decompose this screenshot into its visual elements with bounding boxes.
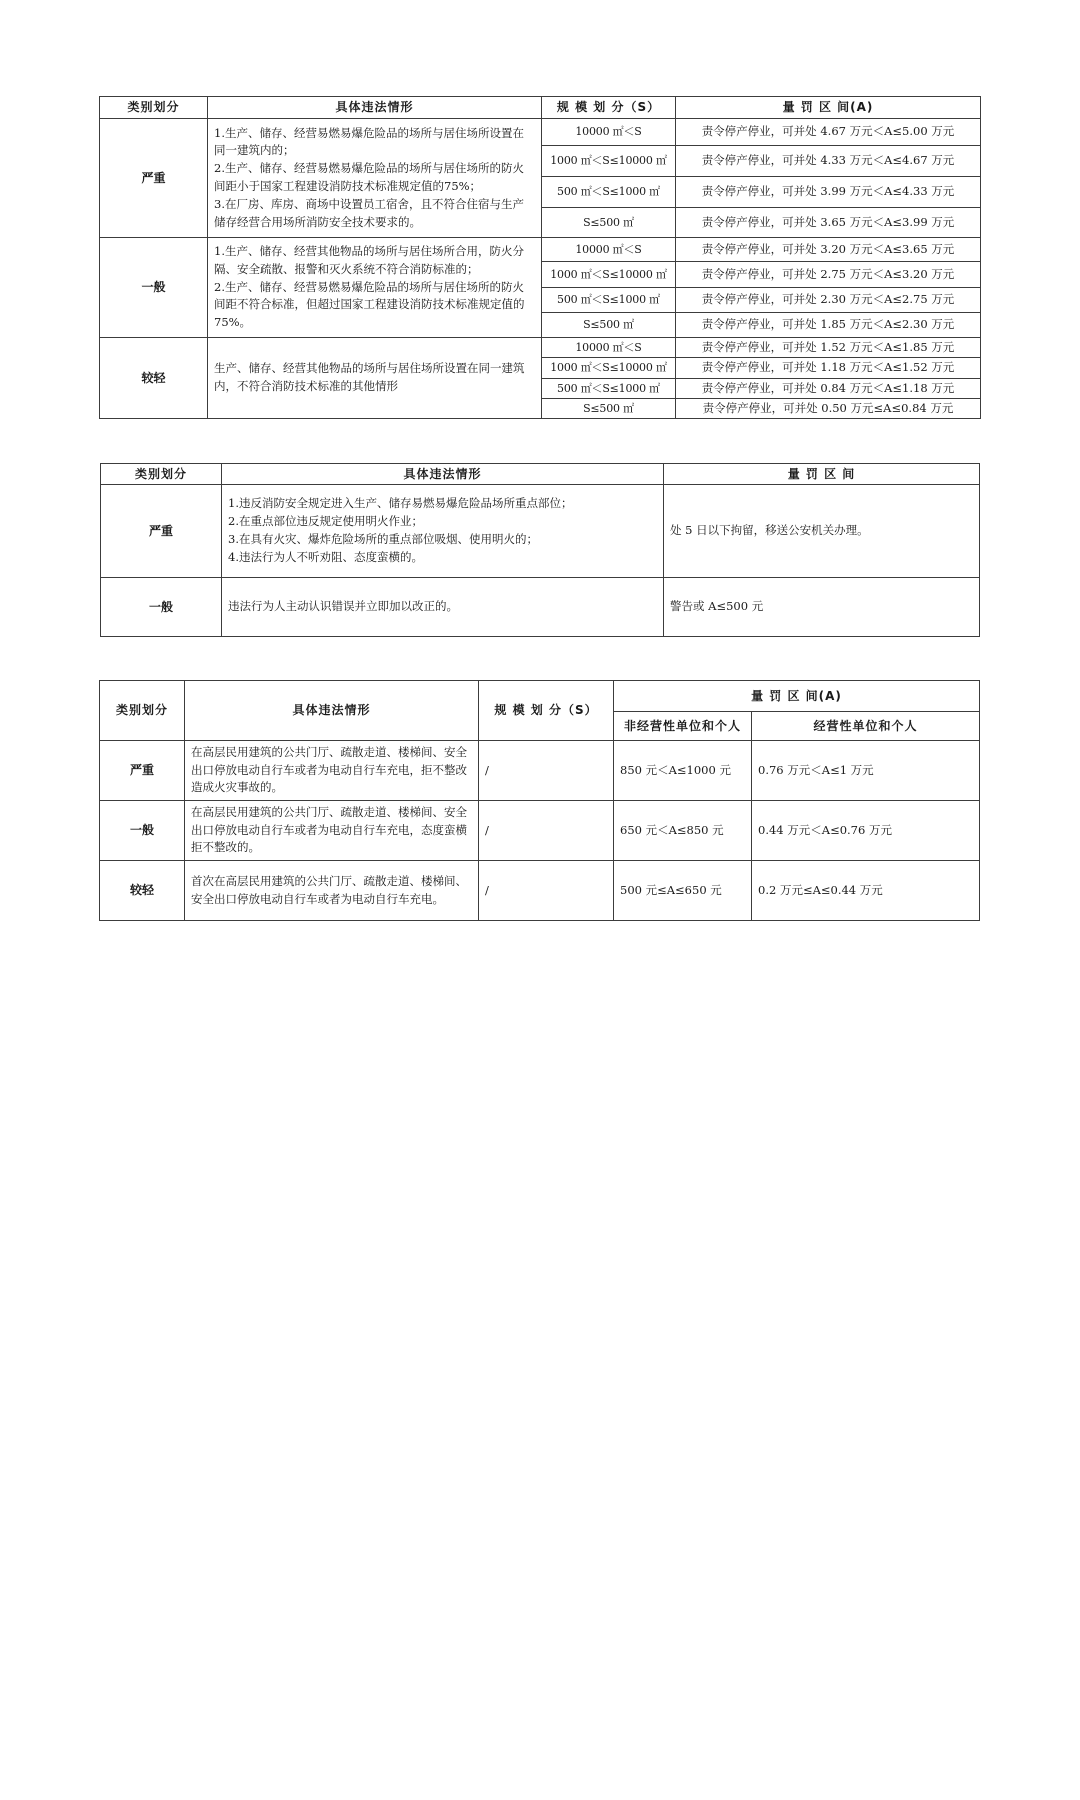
situation-cell xyxy=(222,578,664,637)
penalty-cell: 警告或 A≤500 元 xyxy=(664,578,980,637)
penalty-cell: 责令停产停业，可并处 2.75 万元＜A≤3.20 万元 xyxy=(676,262,981,288)
category-cell: 较轻 xyxy=(100,338,208,419)
situation-cell xyxy=(208,238,542,338)
penalty-cell: 责令停产停业，可并处 1.18 万元＜A≤1.52 万元 xyxy=(676,358,981,379)
header-scale: 规 模 划 分（S） xyxy=(479,681,614,741)
category-cell: 严重 xyxy=(101,485,222,578)
penalty-cell: 责令停产停业，可并处 3.65 万元＜A≤3.99 万元 xyxy=(676,208,981,238)
penalty-cell: 责令停产停业，可并处 1.85 万元＜A≤2.30 万元 xyxy=(676,313,981,338)
table-row xyxy=(100,238,981,262)
penalty-cell: 责令停产停业，可并处 3.99 万元＜A≤4.33 万元 xyxy=(676,177,981,208)
penalty-table-2 xyxy=(100,463,980,637)
header-category: 类别划分 xyxy=(100,681,185,741)
business-penalty-cell: 0.76 万元＜A≤1 万元 xyxy=(752,741,980,801)
header-penalty: 量 罚 区 间 xyxy=(664,464,980,485)
scale-cell: 10000 ㎡＜S xyxy=(542,338,676,358)
situation-cell xyxy=(222,485,664,578)
penalty-cell: 责令停产停业，可并处 4.33 万元＜A≤4.67 万元 xyxy=(676,146,981,177)
non-business-penalty-cell: 650 元＜A≤850 元 xyxy=(614,801,752,861)
header-penalty: 量 罚 区 间(A) xyxy=(676,97,981,119)
situation-cell xyxy=(208,338,542,419)
situation-cell xyxy=(208,119,542,238)
situation-line: 3.在具有火灾、爆炸危险场所的重点部位吸烟、使用明火的； xyxy=(228,532,538,546)
scale-cell: 500 ㎡＜S≤1000 ㎡ xyxy=(542,177,676,208)
scale-cell: S≤500 ㎡ xyxy=(542,208,676,238)
table-header-row xyxy=(100,97,981,119)
category-cell: 一般 xyxy=(100,801,185,861)
table-row xyxy=(100,741,980,801)
scale-cell: 1000 ㎡＜S≤10000 ㎡ xyxy=(542,358,676,379)
situation-line: 2.生产、储存、经营易燃易爆危险品的场所与居住场所的防火间距不符合标准，但超过国家工程建设消防技术标准规定值的75%。 xyxy=(214,279,525,330)
penalty-cell: 责令停产停业，可并处 3.20 万元＜A≤3.65 万元 xyxy=(676,238,981,262)
header-situation: 具体违法情形 xyxy=(185,681,479,741)
header-category: 类别划分 xyxy=(100,97,208,119)
header-business: 经营性单位和个人 xyxy=(752,712,980,741)
scale-cell: S≤500 ㎡ xyxy=(542,399,676,419)
scale-cell: 1000 ㎡＜S≤10000 ㎡ xyxy=(542,146,676,177)
table-row xyxy=(100,801,980,861)
table-row xyxy=(100,119,981,146)
scale-cell: / xyxy=(479,801,614,861)
table-row xyxy=(100,861,980,921)
category-cell: 一般 xyxy=(100,238,208,338)
category-cell: 严重 xyxy=(100,741,185,801)
penalty-cell: 处 5 日以下拘留，移送公安机关办理。 xyxy=(664,485,980,578)
situation-cell: 在高层民用建筑的公共门厅、疏散走道、楼梯间、安全出口停放电动自行车或者为电动自行车充电，态度蛮横拒不整改的。 xyxy=(185,801,479,861)
non-business-penalty-cell: 850 元＜A≤1000 元 xyxy=(614,741,752,801)
scale-cell: 500 ㎡＜S≤1000 ㎡ xyxy=(542,288,676,313)
situation-line: 4.违法行为人不听劝阻、态度蛮横的。 xyxy=(228,549,423,564)
category-cell: 较轻 xyxy=(100,861,185,921)
table-row xyxy=(100,338,981,358)
scale-cell: 10000 ㎡＜S xyxy=(542,119,676,146)
scale-cell: / xyxy=(479,861,614,921)
table-header-row xyxy=(100,681,980,712)
header-non-business: 非经营性单位和个人 xyxy=(614,712,752,741)
situation-line: 3.在厂房、库房、商场中设置员工宿舍，且不符合住宿与生产储存经营合用场所消防安全技术要求的。 xyxy=(214,196,524,229)
penalty-cell: 责令停产停业，可并处 4.67 万元＜A≤5.00 万元 xyxy=(676,119,981,146)
penalty-cell: 责令停产停业，可并处 0.50 万元≤A≤0.84 万元 xyxy=(676,399,981,419)
situation-line: 1.生产、储存、经营易燃易爆危险品的场所与居住场所设置在同一建筑内的； xyxy=(214,125,524,158)
situation-line: 2.在重点部位违反规定使用明火作业； xyxy=(228,514,423,529)
penalty-cell: 责令停产停业，可并处 1.52 万元＜A≤1.85 万元 xyxy=(676,338,981,358)
header-situation: 具体违法情形 xyxy=(208,97,542,119)
situation-cell: 首次在高层民用建筑的公共门厅、疏散走道、楼梯间、安全出口停放电动自行车或者为电动自行车充电。 xyxy=(185,861,479,921)
table-header-row xyxy=(101,464,980,485)
scale-cell: 1000 ㎡＜S≤10000 ㎡ xyxy=(542,262,676,288)
situation-line: 1.生产、储存、经营其他物品的场所与居住场所合用，防火分隔、安全疏散、报警和灭火系统不符合消防标准的； xyxy=(214,243,524,276)
situation-line: 违法行为人主动认识错误并立即加以改正的。 xyxy=(228,599,458,614)
header-penalty: 量 罚 区 间(A) xyxy=(614,681,980,712)
header-situation: 具体违法情形 xyxy=(222,464,664,485)
situation-line: 1.违反消防安全规定进入生产、储存易燃易爆危险品场所重点部位； xyxy=(228,496,573,511)
scale-cell: 10000 ㎡＜S xyxy=(542,238,676,262)
situation-cell: 在高层民用建筑的公共门厅、疏散走道、楼梯间、安全出口停放电动自行车或者为电动自行车充电，拒不整改造成火灾事故的。 xyxy=(185,741,479,801)
penalty-cell: 责令停产停业，可并处 0.84 万元＜A≤1.18 万元 xyxy=(676,379,981,399)
scale-cell: 500 ㎡＜S≤1000 ㎡ xyxy=(542,379,676,399)
table-row xyxy=(101,485,980,578)
non-business-penalty-cell: 500 元≤A≤650 元 xyxy=(614,861,752,921)
business-penalty-cell: 0.44 万元＜A≤0.76 万元 xyxy=(752,801,980,861)
situation-line: 2.生产、储存、经营易燃易爆危险品的场所与居住场所的防火间距小于国家工程建设消防技术标准规定值的75%； xyxy=(214,161,524,193)
penalty-table-1 xyxy=(99,96,981,419)
category-cell: 严重 xyxy=(100,119,208,238)
header-category: 类别划分 xyxy=(101,464,222,485)
scale-cell: / xyxy=(479,741,614,801)
business-penalty-cell: 0.2 万元≤A≤0.44 万元 xyxy=(752,861,980,921)
category-cell: 一般 xyxy=(101,578,222,637)
penalty-table-3 xyxy=(99,680,980,921)
header-scale: 规 模 划 分（S） xyxy=(542,97,676,119)
table-row xyxy=(101,578,980,637)
penalty-cell: 责令停产停业，可并处 2.30 万元＜A≤2.75 万元 xyxy=(676,288,981,313)
situation-line: 生产、储存、经营其他物品的场所与居住场所设置在同一建筑内，不符合消防技术标准的其他情形 xyxy=(214,361,525,393)
scale-cell: S≤500 ㎡ xyxy=(542,313,676,338)
